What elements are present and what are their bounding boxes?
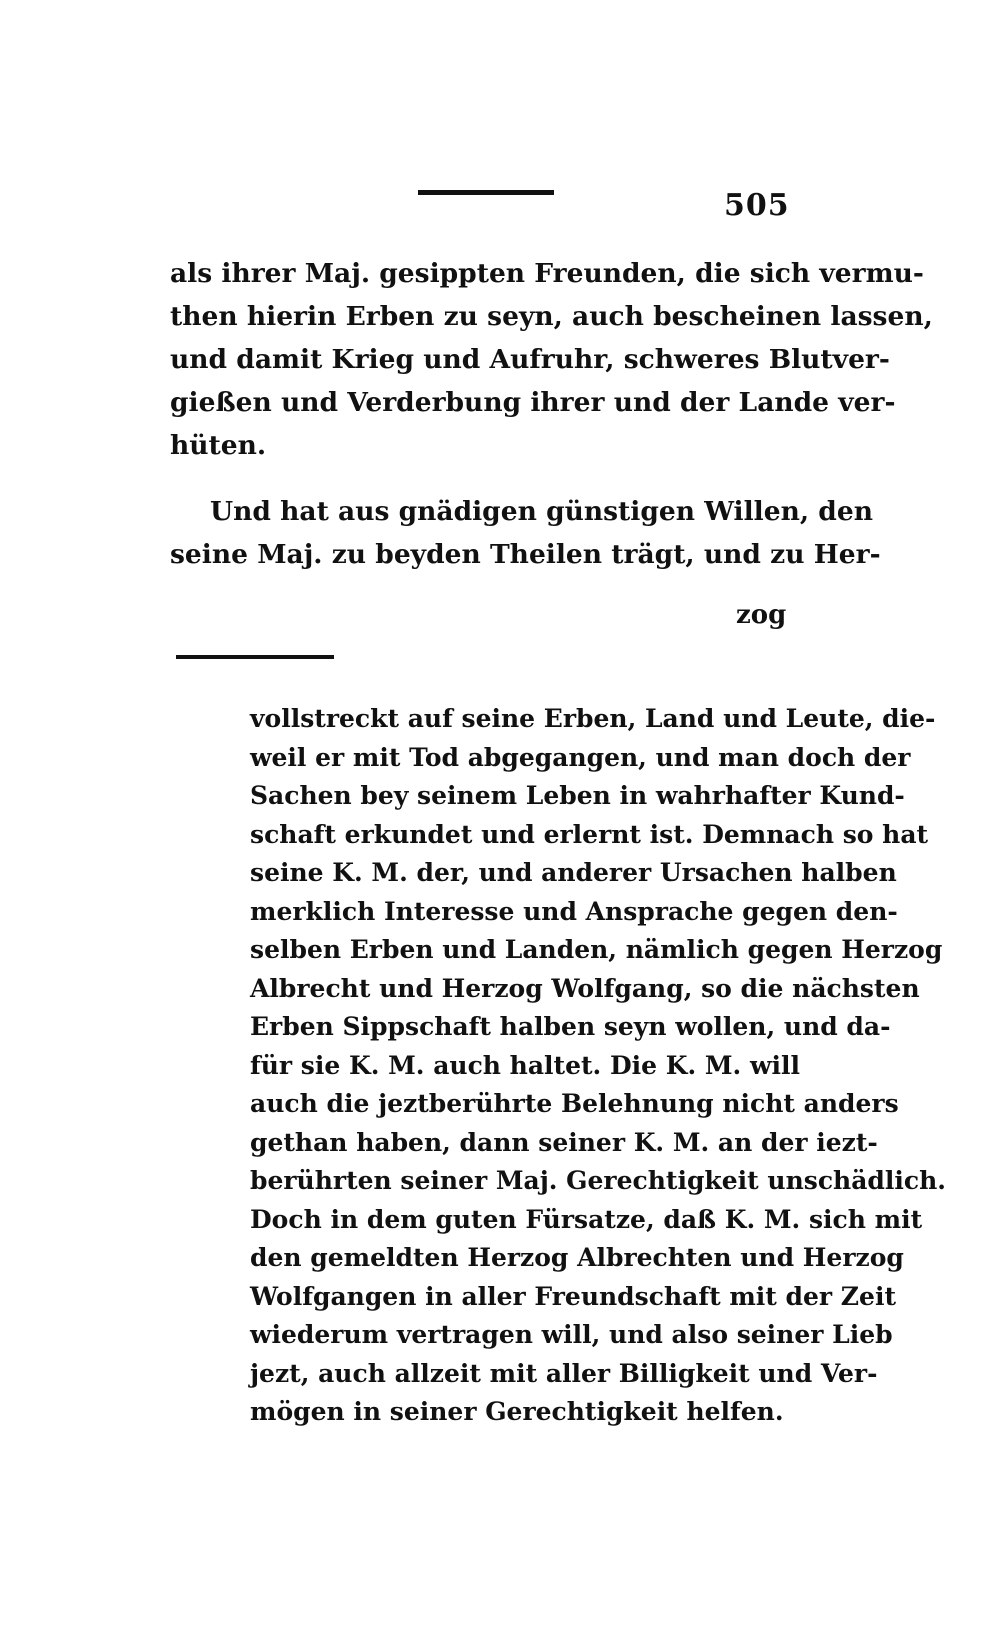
text-line: gießen und Verderbung ihrer und der Lande ver- (170, 387, 896, 418)
section-rule (176, 655, 334, 659)
text-line: seine K. M. der, und anderer Ursachen halben (250, 858, 897, 887)
text-block-continuation (170, 252, 933, 467)
header-rule (418, 190, 554, 195)
text-line: selben Erben und Landen, nämlich gegen Herzog (250, 935, 943, 964)
text-block-inset (250, 700, 947, 1432)
text-line: schaft erkundet und erlernt ist. Demnach so hat (250, 819, 929, 849)
text-line: den gemeldten Herzog Albrechten und Herzog (250, 1243, 904, 1272)
text-line: Und hat aus gnädigen günstigen Willen, den (210, 496, 873, 527)
text-line: für sie K. M. auch haltet. Die K. M. will (250, 1050, 800, 1080)
text-line: mögen in seiner Gerechtigkeit helfen. (250, 1397, 784, 1426)
text-line: auch die jeztberührte Belehnung nicht anders (250, 1089, 899, 1118)
text-paragraph (170, 490, 881, 576)
text-line: then hierin Erben zu seyn, auch bescheinen lassen, (170, 301, 933, 332)
text-line: Erben Sippschaft halben seyn wollen, und da- (250, 1012, 891, 1041)
text-line: wiederum vertragen will, und also seiner Lieb (250, 1320, 893, 1349)
text-line: berührten seiner Maj. Gerechtigkeit unschädlich. (250, 1166, 947, 1195)
text-line: vollstreckt auf seine Erben, Land und Leute, die- (250, 704, 936, 733)
text-line: gethan haben, dann seiner K. M. an der iezt- (250, 1127, 878, 1157)
text-line: und damit Krieg und Aufruhr, schweres Blutver- (170, 344, 890, 375)
text-line: als ihrer Maj. gesippten Freunden, die sich vermu- (170, 258, 924, 289)
text-line: merklich Interesse und Ansprache gegen den- (250, 896, 898, 926)
text-line: Wolfgangen in aller Freundschaft mit der Zeit (250, 1281, 896, 1311)
text-line: Doch in dem guten Fürsatze, daß K. M. sich mit (250, 1204, 923, 1234)
text-line: jezt, auch allzeit mit aller Billigkeit und Ver- (250, 1358, 878, 1388)
catchword: zog (736, 600, 787, 630)
text-line: Albrecht und Herzog Wolfgang, so die nächsten (250, 973, 920, 1003)
text-line: weil er mit Tod abgegangen, und man doch der (250, 742, 911, 772)
text-line: hüten. (170, 430, 267, 461)
text-line: Sachen bey seinem Leben in wahrhafter Kund- (250, 781, 905, 810)
page-number: 505 (724, 188, 790, 223)
text-line: seine Maj. zu beyden Theilen trägt, und zu Her- (170, 539, 881, 570)
